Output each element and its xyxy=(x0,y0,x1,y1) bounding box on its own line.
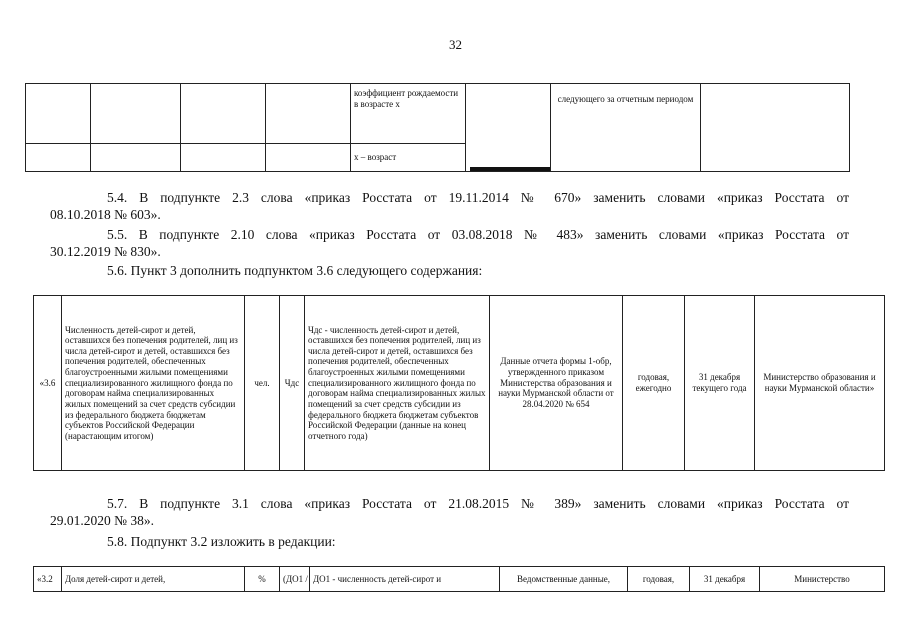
frequency: годовая, ежегодно xyxy=(623,296,685,471)
definition: Чдс - численность детей-сирот и детей, оставшихся без попечения родителей, лиц из числа детей-сирот и детей, оставшихся без попечения родителей, обеспеченных благоустроенных жилыми помещениями специализированного жилищного фонда по договорам найма специализированных жилых помещений за счет средств субсидии из федерального бюджета бюджетам субъектов Российской Федерации (данные на конец отчетного года) xyxy=(305,296,490,471)
table-cell xyxy=(26,144,91,172)
next-period-cell: следующего за отчетным периодом xyxy=(551,84,701,172)
unit: чел. xyxy=(245,296,280,471)
deadline: 31 декабря текущего года xyxy=(685,296,755,471)
frequency: годовая, xyxy=(628,567,690,592)
coef-cell: коэффициент рождаемости в возрасте x xyxy=(351,84,466,144)
table-3-6 xyxy=(33,295,885,471)
table-cell xyxy=(701,84,850,172)
paragraph-5-7: 5.7. В подпункте 3.1 слова «приказ Росстата от 21.08.2015 № 389» заменить словами «приказ Росстата от 29.01.2020 № 38». xyxy=(50,496,849,528)
indicator-name: Доля детей-сирот и детей, xyxy=(62,567,245,592)
table-cell xyxy=(266,144,351,172)
row-number: «3.2 xyxy=(34,567,62,592)
table-cell xyxy=(181,84,266,144)
responsible: Министерство xyxy=(760,567,885,592)
page-number: 32 xyxy=(449,37,462,52)
paragraph-5-5: 5.5. В подпункте 2.10 слова «приказ Росстата от 03.08.2018 № 483» заменить словами «приказ Росстата от 30.12.2019 № 830». xyxy=(50,227,849,259)
table-cell xyxy=(181,144,266,172)
paragraph-5-8: 5.8. Подпункт 3.2 изложить в редакции: xyxy=(107,534,336,549)
paragraph-5-4: 5.4. В подпункте 2.3 слова «приказ Росстата от 19.11.2014 № 670» заменить словами «приказ Росстата от 08.10.2018 № 603». xyxy=(50,190,849,222)
table-3-2 xyxy=(33,566,885,592)
symbol: (ДО1 / xyxy=(280,567,310,592)
row-number: «3.6 xyxy=(34,296,62,471)
responsible: Министерство образования и науки Мурманской области» xyxy=(755,296,885,471)
deadline: 31 декабря xyxy=(690,567,760,592)
definition: ДО1 - численность детей-сирот и xyxy=(310,567,500,592)
table-cell xyxy=(266,84,351,144)
data-source: Данные отчета формы 1-обр, утвержденного приказом Министерства образования и науки Мурманской области от 28.04.2020 № 654 xyxy=(490,296,623,471)
indicator-name: Численность детей-сирот и детей, оставшихся без попечения родителей, лиц из числа детей-сирот и детей, оставшихся без попечения родителей, обеспеченных благоустроенными жилыми помещениями специализированного жилищного фонда по договорам найма специализированных жилых помещений за счет средств субсидии из федерального бюджета бюджетам субъектов Российской Федерации (нарастающим итогом) xyxy=(62,296,245,471)
table-cell xyxy=(26,84,91,144)
redaction-bar xyxy=(470,167,550,171)
unit: % xyxy=(245,567,280,592)
x-label-cell: x – возраст xyxy=(351,144,466,172)
continuation-table xyxy=(25,83,850,172)
data-source: Ведомственные данные, xyxy=(500,567,628,592)
paragraph-5-6: 5.6. Пункт 3 дополнить подпунктом 3.6 следующего содержания: xyxy=(107,263,483,278)
table-cell xyxy=(91,84,181,144)
table-cell xyxy=(91,144,181,172)
table-cell xyxy=(466,84,551,172)
symbol: Чдс xyxy=(280,296,305,471)
